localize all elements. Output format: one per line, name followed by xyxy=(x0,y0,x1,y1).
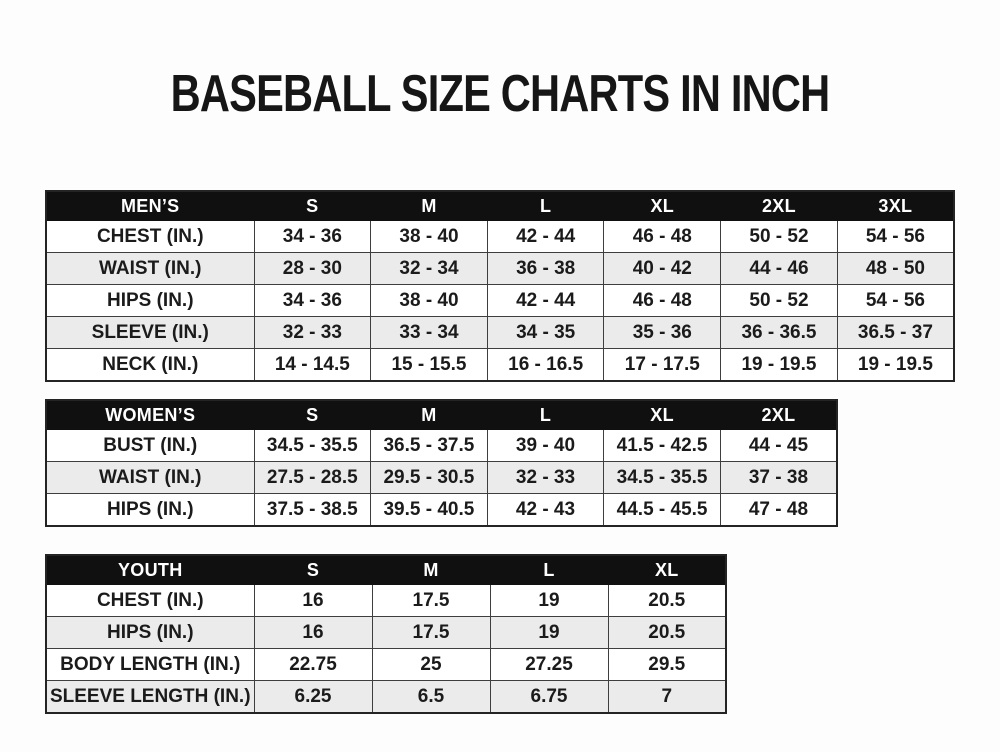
size-value-cell: 14 - 14.5 xyxy=(254,349,371,382)
size-value-cell: 34 - 35 xyxy=(487,317,604,349)
measurement-label-cell: SLEEVE LENGTH (IN.) xyxy=(46,681,254,714)
size-value-cell: 48 - 50 xyxy=(837,253,954,285)
size-value-cell: 19 - 19.5 xyxy=(837,349,954,382)
table-row xyxy=(46,285,954,317)
size-column-header: XL xyxy=(604,400,721,430)
size-column-header: L xyxy=(487,400,604,430)
size-column-header: M xyxy=(372,555,490,585)
size-value-cell: 32 - 34 xyxy=(371,253,488,285)
table-row xyxy=(46,317,954,349)
table-header-row xyxy=(46,191,954,221)
size-value-cell: 28 - 30 xyxy=(254,253,371,285)
size-value-cell: 29.5 xyxy=(608,649,726,681)
size-value-cell: 17 - 17.5 xyxy=(604,349,721,382)
size-value-cell: 42 - 44 xyxy=(487,285,604,317)
size-value-cell: 20.5 xyxy=(608,617,726,649)
size-value-cell: 6.25 xyxy=(254,681,372,714)
table-row xyxy=(46,585,726,617)
size-column-header: S xyxy=(254,400,371,430)
table-title-cell: MEN’S xyxy=(46,191,254,221)
table-row xyxy=(46,462,837,494)
size-value-cell: 39 - 40 xyxy=(487,430,604,462)
size-value-cell: 47 - 48 xyxy=(720,494,837,527)
womens-size-table xyxy=(45,399,838,527)
size-value-cell: 16 xyxy=(254,617,372,649)
size-value-cell: 16 - 16.5 xyxy=(487,349,604,382)
measurement-label-cell: CHEST (IN.) xyxy=(46,221,254,253)
size-value-cell: 19 xyxy=(490,617,608,649)
measurement-label-cell: BUST (IN.) xyxy=(46,430,254,462)
measurement-label-cell: SLEEVE (IN.) xyxy=(46,317,254,349)
size-value-cell: 6.75 xyxy=(490,681,608,714)
size-column-header: L xyxy=(487,191,604,221)
size-value-cell: 34.5 - 35.5 xyxy=(604,462,721,494)
size-value-cell: 42 - 43 xyxy=(487,494,604,527)
size-value-cell: 29.5 - 30.5 xyxy=(371,462,488,494)
table-title-cell: YOUTH xyxy=(46,555,254,585)
table-row xyxy=(46,349,954,382)
measurement-label-cell: BODY LENGTH (IN.) xyxy=(46,649,254,681)
table-row xyxy=(46,681,726,714)
table-row xyxy=(46,253,954,285)
size-value-cell: 20.5 xyxy=(608,585,726,617)
size-value-cell: 15 - 15.5 xyxy=(371,349,488,382)
size-value-cell: 36.5 - 37 xyxy=(837,317,954,349)
size-value-cell: 19 - 19.5 xyxy=(721,349,838,382)
size-value-cell: 46 - 48 xyxy=(604,285,721,317)
size-value-cell: 25 xyxy=(372,649,490,681)
measurement-label-cell: HIPS (IN.) xyxy=(46,285,254,317)
table-header-row xyxy=(46,555,726,585)
size-value-cell: 32 - 33 xyxy=(487,462,604,494)
size-value-cell: 17.5 xyxy=(372,617,490,649)
size-value-cell: 36 - 38 xyxy=(487,253,604,285)
table-header-row xyxy=(46,400,837,430)
table-row xyxy=(46,617,726,649)
size-value-cell: 32 - 33 xyxy=(254,317,371,349)
size-value-cell: 44 - 45 xyxy=(720,430,837,462)
size-column-header: M xyxy=(371,400,488,430)
size-value-cell: 34 - 36 xyxy=(254,221,371,253)
size-column-header: XL xyxy=(604,191,721,221)
size-column-header: S xyxy=(254,555,372,585)
size-value-cell: 40 - 42 xyxy=(604,253,721,285)
size-value-cell: 36.5 - 37.5 xyxy=(371,430,488,462)
size-value-cell: 16 xyxy=(254,585,372,617)
size-value-cell: 17.5 xyxy=(372,585,490,617)
size-column-header: 3XL xyxy=(837,191,954,221)
size-value-cell: 27.25 xyxy=(490,649,608,681)
size-value-cell: 50 - 52 xyxy=(721,221,838,253)
size-value-cell: 54 - 56 xyxy=(837,285,954,317)
size-value-cell: 39.5 - 40.5 xyxy=(371,494,488,527)
size-value-cell: 27.5 - 28.5 xyxy=(254,462,371,494)
size-value-cell: 37.5 - 38.5 xyxy=(254,494,371,527)
measurement-label-cell: WAIST (IN.) xyxy=(46,253,254,285)
measurement-label-cell: WAIST (IN.) xyxy=(46,462,254,494)
size-value-cell: 19 xyxy=(490,585,608,617)
size-value-cell: 41.5 - 42.5 xyxy=(604,430,721,462)
size-value-cell: 34.5 - 35.5 xyxy=(254,430,371,462)
size-value-cell: 54 - 56 xyxy=(837,221,954,253)
table-row xyxy=(46,430,837,462)
page-title: BASEBALL SIZE CHARTS IN INCH xyxy=(170,65,830,123)
size-column-header: S xyxy=(254,191,371,221)
size-value-cell: 44.5 - 45.5 xyxy=(604,494,721,527)
table-row xyxy=(46,494,837,527)
table-title-cell: WOMEN’S xyxy=(46,400,254,430)
size-column-header: L xyxy=(490,555,608,585)
mens-size-table xyxy=(45,190,955,382)
measurement-label-cell: HIPS (IN.) xyxy=(46,494,254,527)
size-column-header: 2XL xyxy=(721,191,838,221)
size-value-cell: 7 xyxy=(608,681,726,714)
measurement-label-cell: CHEST (IN.) xyxy=(46,585,254,617)
size-value-cell: 37 - 38 xyxy=(720,462,837,494)
size-column-header: 2XL xyxy=(720,400,837,430)
measurement-label-cell: HIPS (IN.) xyxy=(46,617,254,649)
measurement-label-cell: NECK (IN.) xyxy=(46,349,254,382)
size-value-cell: 38 - 40 xyxy=(371,221,488,253)
size-value-cell: 33 - 34 xyxy=(371,317,488,349)
size-value-cell: 6.5 xyxy=(372,681,490,714)
table-row xyxy=(46,649,726,681)
size-value-cell: 46 - 48 xyxy=(604,221,721,253)
size-value-cell: 50 - 52 xyxy=(721,285,838,317)
size-column-header: XL xyxy=(608,555,726,585)
youth-size-table xyxy=(45,554,727,714)
size-value-cell: 38 - 40 xyxy=(371,285,488,317)
size-value-cell: 34 - 36 xyxy=(254,285,371,317)
size-value-cell: 36 - 36.5 xyxy=(721,317,838,349)
size-value-cell: 35 - 36 xyxy=(604,317,721,349)
table-row xyxy=(46,221,954,253)
size-value-cell: 22.75 xyxy=(254,649,372,681)
size-value-cell: 44 - 46 xyxy=(721,253,838,285)
size-value-cell: 42 - 44 xyxy=(487,221,604,253)
size-column-header: M xyxy=(371,191,488,221)
